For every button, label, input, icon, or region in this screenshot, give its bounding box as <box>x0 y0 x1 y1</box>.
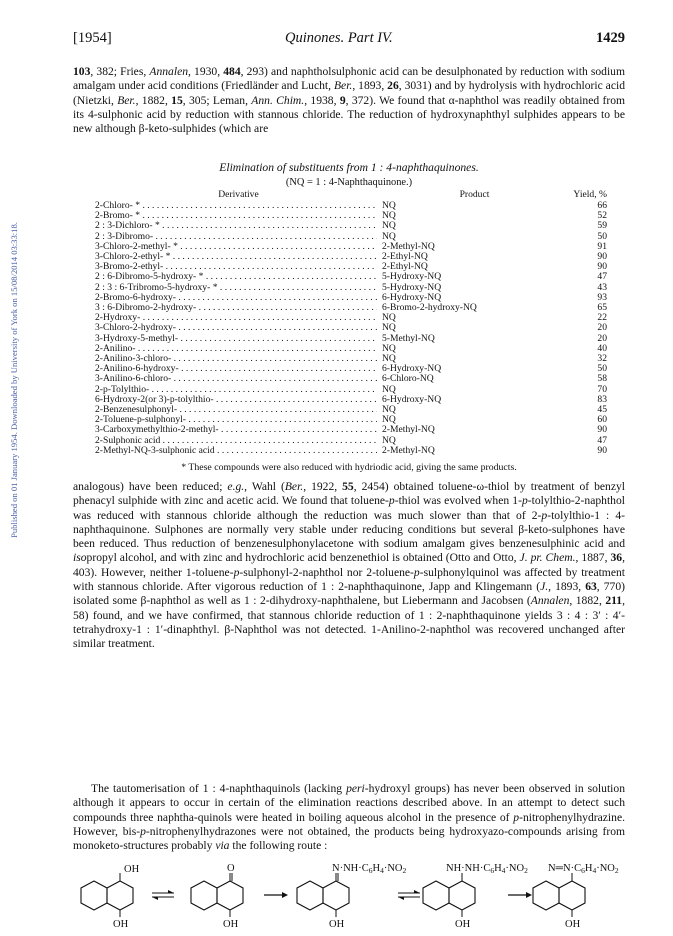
derivative-cell: 2-Anilino-6-hydroxy- . . . <box>95 364 382 374</box>
table-row <box>95 425 607 435</box>
yield-cell: 40 <box>597 342 607 354</box>
s1-bottom-label: OH <box>113 919 129 927</box>
table-row <box>95 313 607 323</box>
product-cell: NQ <box>382 210 396 222</box>
running-title: Quinones. Part IV. <box>285 30 393 46</box>
s4-bottom-label: OH <box>455 919 471 927</box>
product-cell: 2-Methyl-NQ <box>382 424 435 436</box>
product-cell: NQ <box>382 342 396 354</box>
table-row <box>95 395 607 405</box>
reaction-arrow-2 <box>508 892 532 898</box>
product-cell: 5-Hydroxy-NQ <box>382 281 442 293</box>
derivative-cell: 3-Chloro-2-methyl- * . . . <box>95 242 382 252</box>
svg-text:NH·NH·C6H4·NO2: NH·NH·C6H4·NO2 <box>446 863 528 875</box>
product-cell: 5-Methyl-NQ <box>382 332 435 344</box>
yield-cell: 83 <box>597 393 607 405</box>
product-cell: NQ <box>382 434 396 446</box>
yield-cell: 90 <box>597 424 607 436</box>
table-row <box>95 374 607 384</box>
derivative-cell: 2-Hydroxy- . . . <box>95 313 382 323</box>
table-row <box>95 334 607 344</box>
table-row <box>95 211 607 221</box>
product-cell: 2-Ethyl-NQ <box>382 261 428 273</box>
structure-3 <box>297 863 407 927</box>
product-cell: NQ <box>382 200 396 211</box>
product-cell: NQ <box>382 383 396 395</box>
table-row <box>95 415 607 425</box>
product-cell: 2-Methyl-NQ <box>382 444 435 456</box>
publication-side-note <box>0 120 19 640</box>
yield-cell: 90 <box>597 251 607 263</box>
derivative-cell: 2-Benzenesulphonyl- . . . <box>95 405 382 415</box>
derivative-cell: 2-Chloro- * . . . <box>95 201 382 211</box>
table-row <box>95 405 607 415</box>
svg-text:N═N·C6H4·NO2: N═N·C6H4·NO2 <box>548 863 619 875</box>
product-cell: NQ <box>382 322 396 334</box>
derivative-cell: 3-Carboxymethylthio-2-methyl- . . . <box>95 425 382 435</box>
table-row <box>95 354 607 364</box>
yield-cell: 58 <box>597 373 607 385</box>
table-subcaption: (NQ = 1 : 4-Naphthaquinone.) <box>285 177 413 188</box>
derivative-cell: 2 : 3 : 6-Tribromo-5-hydroxy- * . . . <box>95 283 382 293</box>
derivative-cell: 3-Chloro-2-hydroxy- . . . <box>95 323 382 333</box>
product-cell: NQ <box>382 220 396 232</box>
page-number: 1429 <box>596 30 625 46</box>
equilibrium-arrow-1 <box>152 890 174 900</box>
table-row <box>95 323 607 333</box>
yield-cell: 60 <box>597 414 607 426</box>
s3-bottom-label: OH <box>329 919 345 927</box>
reaction-arrow-1 <box>264 892 288 898</box>
structure-1 <box>81 864 140 927</box>
table-row <box>95 364 607 374</box>
yield-cell: 59 <box>597 220 607 232</box>
journal-year: [1954] <box>73 30 112 46</box>
table-row <box>95 436 607 446</box>
derivative-cell: 2-Methyl-NQ-3-sulphonic acid . . . <box>95 446 382 456</box>
product-cell: 6-Chloro-NQ <box>382 373 434 385</box>
product-cell: 6-Bromo-2-hydroxy-NQ <box>382 302 477 314</box>
yield-cell: 20 <box>597 332 607 344</box>
yield-cell: 91 <box>597 240 607 252</box>
col-product: Product <box>459 188 490 200</box>
table-row <box>95 303 607 313</box>
product-cell: NQ <box>382 353 396 365</box>
structure-5 <box>533 863 619 927</box>
table-caption: Elimination of substituents from 1 : 4-naphthaquinones. <box>219 161 479 174</box>
s1-top-label: OH <box>124 864 140 875</box>
derivative-cell: 2 : 6-Dibromo-5-hydroxy- * . . . <box>95 272 382 282</box>
product-cell: 6-Hydroxy-NQ <box>382 393 442 405</box>
table-row <box>95 446 607 456</box>
derivative-cell: 2-Toluene-p-sulphonyl- . . . <box>95 415 382 425</box>
derivative-cell: 2-Anilino-3-chloro- . . . <box>95 354 382 364</box>
table-row <box>95 272 607 282</box>
page-header <box>73 30 625 48</box>
derivative-cell: 3-Anilino-6-chloro- . . . <box>95 374 382 384</box>
derivative-cell: 2-Sulphonic acid . . . <box>95 436 382 446</box>
yield-cell: 45 <box>597 404 607 416</box>
derivative-cell: 3 : 6-Dibromo-2-hydroxy- . . . <box>95 303 382 313</box>
yield-cell: 66 <box>597 200 607 211</box>
table-row <box>95 262 607 272</box>
product-cell: 2-Ethyl-NQ <box>382 251 428 263</box>
yield-cell: 93 <box>597 291 607 303</box>
yield-cell: 47 <box>597 434 607 446</box>
product-cell: NQ <box>382 230 396 242</box>
svg-text:N·NH·C6H4·NO2: N·NH·C6H4·NO2 <box>332 863 407 875</box>
table-row <box>95 344 607 354</box>
table-row <box>95 242 607 252</box>
yield-cell: 20 <box>597 322 607 334</box>
yield-cell: 70 <box>597 383 607 395</box>
paragraph-1: 103, 382; Fries, Annalen, 1930, 484, 293) and naphtholsulphonic acid can be desulphonated by reduction with sodium amalgam under acid conditions (Friedländer and Lucht, Ber., 1893, 26, 3031) and by hydrolysis with hydrochloric acid (Nietzki, Ber., 1882, 15, 305; Leman, Ann. Chim., 1938, 9, 372). We found that α-naphthol was readily obtained from its 4-sulphonic acid by reduction with stannous chloride. The reduction of hydroxynaphthyl sulphides appears to be new although β-keto-sulphides (which are <box>73 65 626 136</box>
yield-cell: 32 <box>597 353 607 365</box>
product-cell: NQ <box>382 414 396 426</box>
product-cell: NQ <box>382 312 396 324</box>
table-header-row <box>95 189 607 201</box>
derivative-cell: 2-Bromo-6-hydroxy- . . . <box>95 293 382 303</box>
table-row <box>95 293 607 303</box>
derivative-cell: 3-Bromo-2-ethyl- . . . <box>95 262 382 272</box>
s2-top-label: O <box>227 863 235 874</box>
equilibrium-arrow-2 <box>398 890 420 900</box>
product-cell: 6-Hydroxy-NQ <box>382 291 442 303</box>
reaction-scheme <box>60 861 620 927</box>
yield-cell: 50 <box>597 363 607 375</box>
product-cell: 5-Hydroxy-NQ <box>382 271 442 283</box>
yield-cell: 90 <box>597 444 607 456</box>
yield-cell: 43 <box>597 281 607 293</box>
s5-bottom-label: OH <box>565 919 581 927</box>
derivative-cell: 2-Anilino- . . . <box>95 344 382 354</box>
table-row <box>95 232 607 242</box>
yield-cell: 50 <box>597 230 607 242</box>
paragraph-3: The tautomerisation of 1 : 4-naphthaquinols (lacking peri-hydroxyl groups) has never been observed in solution although it appears to occur in certain of the elimination reactions described above. In an attempt to detect such compounds three naphtha-quinols were heated in boiling aqueous alcohol in the presence of p-nitrophenylhydrazine. However, bis-p-nitrophenylhydrazones were not obtained, the products being hydroxyazo-compounds arising from monoketo-structures probably via the following route : <box>73 782 626 853</box>
col-derivative: Derivative <box>218 188 259 200</box>
product-cell: NQ <box>382 404 396 416</box>
derivative-cell: 3-Hydroxy-5-methyl- . . . <box>95 334 382 344</box>
table-row <box>95 252 607 262</box>
table-row <box>95 221 607 231</box>
yield-cell: 47 <box>597 271 607 283</box>
derivative-cell: 2-p-Tolylthio- . . . <box>95 385 382 395</box>
yield-cell: 52 <box>597 210 607 222</box>
table-row <box>95 385 607 395</box>
col-yield: Yield, % <box>573 188 607 200</box>
derivative-cell: 3-Chloro-2-ethyl- * . . . <box>95 252 382 262</box>
derivative-cell: 2 : 3-Dichloro- * . . . <box>95 221 382 231</box>
derivative-cell: 2-Bromo- * . . . <box>95 211 382 221</box>
side-note-text: Published on 01 January 1954. Downloaded by University of York on 15/08/2014 03:33:18. <box>9 222 19 538</box>
product-cell: 2-Methyl-NQ <box>382 240 435 252</box>
yield-cell: 65 <box>597 302 607 314</box>
product-cell: 6-Hydroxy-NQ <box>382 363 442 375</box>
structure-2 <box>191 863 243 927</box>
yield-table <box>95 189 607 456</box>
yield-cell: 90 <box>597 261 607 273</box>
table-footnote: * These compounds were also reduced with hydriodic acid, giving the same products. <box>181 462 517 473</box>
yield-cell: 22 <box>597 312 607 324</box>
table-row <box>95 283 607 293</box>
paragraph-2: analogous) have been reduced; e.g., Wahl (Ber., 1922, 55, 2454) obtained toluene-ω-thiol by treatment of benzyl phenacyl sulphide with zinc and acetic acid. We found that toluene-p-thiol was evolved when 1-p-tolylthio-2-naphthol was reduced with stannous chloride although the reduction was much slower than that of 2-p-tolylthio-1 : 4-naphthaquinone. Sulphones are normally very stable under reducing conditions but several β-keto-sulphones have been reduced. Thus reduction of benzenesulphonylacetone with sodium amalgam gives benzenesulphinic acid and isopropyl alcohol, and with zinc and hydrochloric acid benzenethiol is obtained (Otto and Otto, J. pr. Chem., 1887, 36, 403). However, neither 1-toluene-p-sulphonyl-2-naphthol nor 2-toluene-p-sulphonylquinol was affected by treatment with stannous chloride. After vigorous reduction of 1 : 2-naphthaquinone, Japp and Klingemann (J., 1893, 63, 770) isolated some β-naphthol as well as 1 : 2-dihydroxy-naphthalene, but Liebermann and Jacobsen (Annalen, 1882, 211, 58) found, and we have confirmed, that stannous chloride reduction of 1 : 2-naphthaquinone yields 3 : 4 : 3′ : 4′-tetrahydroxy-1 : 1′-dinaphthyl. β-Naphthol was not detected. 1-Anilino-2-naphthol was recovered unchanged after similar treatment. <box>73 480 626 651</box>
table-row <box>95 201 607 211</box>
derivative-cell: 2 : 3-Dibromo- . . . <box>95 232 382 242</box>
derivative-cell: 6-Hydroxy-2(or 3)-p-tolylthio- . . . <box>95 395 382 405</box>
s2-bottom-label: OH <box>223 919 239 927</box>
